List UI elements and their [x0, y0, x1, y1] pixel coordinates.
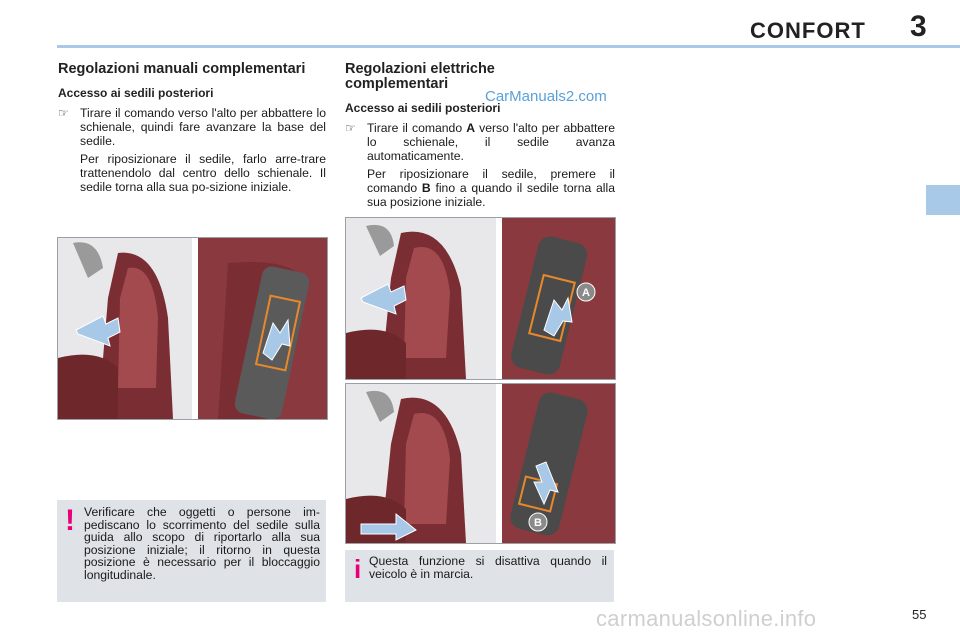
- control-a-label: A: [582, 287, 590, 299]
- electric-bullet-post: verso l'alto per abbattere lo schienale, il sedile avanza automaticamente.: [367, 121, 615, 163]
- manual-bullet-text: Tirare il comando verso l'alto per abbattere lo schienale, quindi fare avanzare la base del sedile.: [80, 106, 326, 148]
- control-b-key: B: [421, 181, 431, 195]
- electric-heading: Regolazioni elettriche complementari: [345, 61, 495, 92]
- electric-bullet-pre: Tirare il comando: [367, 121, 467, 135]
- manual-bullet: [58, 106, 326, 148]
- pointer-icon: ☞: [345, 121, 356, 135]
- manual-subheading: Accesso ai sedili posteriori: [58, 86, 214, 100]
- control-a-key: A: [466, 121, 476, 135]
- electric-subheading: Accesso ai sedili posteriori: [345, 101, 501, 115]
- info-text: Questa funzione si disattiva quando il veicolo è in marcia.: [369, 554, 607, 581]
- control-b-figure: [345, 383, 616, 544]
- warning-icon: !: [65, 504, 75, 537]
- info-icon: i: [354, 554, 362, 584]
- manual-paragraph: Per riposizionare il sedile, farlo arre-trare trattenendolo dal centro dello schienale. Il sedile torna alla sua po-sizione iniziale.: [80, 152, 326, 194]
- chapter-side-tab: [926, 185, 960, 215]
- electric-para-pre: Per riposizionare il sedile, premere il comando: [367, 167, 615, 195]
- manual-lever-figure: [57, 237, 328, 420]
- manual-adjustments-section: [58, 62, 326, 194]
- electric-bullet: [345, 121, 615, 163]
- manual-lever-illustration: [58, 238, 327, 419]
- control-b-label: B: [534, 517, 542, 529]
- chapter-number: 3: [910, 10, 927, 43]
- warning-note: [57, 500, 326, 602]
- info-note: [345, 550, 614, 602]
- manual-heading: Regolazioni manuali complementari: [58, 61, 306, 77]
- control-a-figure: [345, 217, 616, 380]
- carmanuals-watermark: CarManuals2.com: [485, 88, 607, 105]
- electric-bullet-text: [367, 121, 615, 163]
- footer-watermark: carmanualsonline.info: [596, 606, 817, 631]
- header-rule: [57, 45, 960, 48]
- chapter-title: CONFORT: [750, 18, 866, 43]
- electric-para-post: fino a quando il sedile torna alla sua posizione iniziale.: [367, 181, 615, 209]
- control-b-illustration: [346, 384, 615, 543]
- control-a-illustration: [346, 218, 615, 379]
- electric-adjustments-section: [345, 62, 615, 209]
- warning-text: Verificare che oggetti o persone im-pediscano lo scorrimento del sedile sulla guida allo scopo di riportarlo alla sua posizione iniziale; il ritorno in questa posizione è necessario per il bloccaggio longitudinale.: [84, 505, 320, 582]
- pointer-icon: ☞: [58, 106, 69, 120]
- page-number: 55: [912, 607, 927, 622]
- electric-paragraph: [367, 167, 615, 209]
